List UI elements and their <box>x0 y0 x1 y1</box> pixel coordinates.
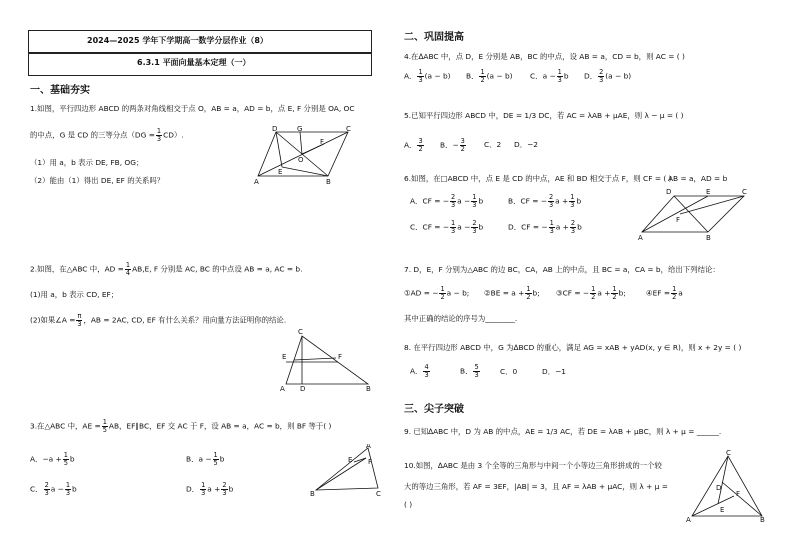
q4-option-d: D． $\frac{2}{3}$ (a − b) <box>584 68 632 84</box>
figure-parallelogram-q6 <box>636 186 752 242</box>
q3-option-a: A．−a + $\frac{1}{5}$ b <box>30 451 75 467</box>
figure-parallelogram-abcd <box>252 124 362 186</box>
fig3-label-c: C <box>376 490 381 498</box>
fraction-1-4: $\frac{1}{4}$ <box>125 261 131 277</box>
q7-item-1: ①AD = − $\frac{1}{2}$ a − b; <box>404 285 470 301</box>
fig6-label-e: E <box>706 188 711 196</box>
fig10-label-b: B <box>760 516 765 524</box>
section-title-3: 三、尖子突破 <box>404 404 464 415</box>
fig3-label-f: F <box>368 458 373 466</box>
q6-option-d: D．CF = − $\frac{1}{3}$ a + $\frac{2}{3}$ b <box>508 219 582 235</box>
fig1-label-d: D <box>272 125 278 133</box>
fig1-label-e: E <box>278 168 283 176</box>
fig1-label-c: C <box>346 125 351 133</box>
q1-line1: 1.如图，平行四边形 ABCD 的两条对角线相交于点 O，AB = a，AD = b，点 E, F 分别是 OA, OC <box>30 104 355 113</box>
fig2-label-c: C <box>298 328 303 336</box>
q5-stem: 5.已知平行四边形 ABCD 中，DE = 1/3 DC，若 AC = λAB + μAE，则 λ − μ = ( ) <box>404 111 684 120</box>
fig10-label-d: D <box>716 484 722 492</box>
q10-line2: 大的等边三角形，若 AF = 3EF，|AB| = 3，且 AF = λAB + μAC，则 λ + μ = <box>404 482 668 491</box>
q7-stem: 7. D，E，F 分别为△ABC 的边 BC，CA，AB 上的中点，且 BC = a，CA = b，给出下列结论： <box>404 265 720 274</box>
q5-option-d: D．−2 <box>514 140 538 149</box>
fig1-label-f: F <box>320 138 325 146</box>
fraction-1-3: $\frac{1}{3}$ <box>156 127 162 143</box>
q3-stem-b: AB，EF∥BC，EF 交 AC 于 F，设 AB = a，AC = b，则 BF 等于( ) <box>108 421 332 431</box>
fig1-label-a: A <box>254 178 259 186</box>
q8-option-d: D．−1 <box>542 367 566 376</box>
q2-line1b: AB,E, F 分别是 AC, BC 的中点设 AB = a, AC = b. <box>132 264 303 274</box>
fig1-label-o: O <box>298 156 304 164</box>
fig2-label-b: B <box>366 385 371 392</box>
q10-line3: ( ) <box>404 500 413 509</box>
figure-equilateral-q10 <box>686 450 768 524</box>
fig2-label-d: D <box>300 385 306 392</box>
q2-part2 <box>30 313 286 328</box>
section-title-1: 一、基础夯实 <box>30 85 90 96</box>
q2-part2b: ，AB = 2AC, CD, EF 有什么关系？用向量方法证明你的结论. <box>83 315 287 325</box>
fig3-label-a: A <box>366 444 371 450</box>
q6-given: AB = a，AD = b <box>668 174 728 183</box>
fig6-label-f: F <box>676 216 681 224</box>
q6-option-a: A．CF = − $\frac{2}{3}$ a − $\frac{1}{3}$ b <box>410 193 484 209</box>
q10-line1: 10.如图，∆ABC 是由 3 个全等的三角形与中间一个小等边三角形拼成的一个较 <box>404 461 662 470</box>
q1-part1: （1）用 a，b 表示 DE, FB, OG； <box>30 158 144 167</box>
q7-item-4: ④EF = $\frac{1}{2}$ a <box>646 285 683 301</box>
q6-option-b: B．CF = − $\frac{2}{3}$ a + $\frac{1}{3}$ b <box>508 193 582 209</box>
q8-option-a: A． $\frac{4}{3}$ <box>410 363 429 379</box>
q3-option-c: C． $\frac{2}{3}$ a − $\frac{1}{3}$ b <box>30 481 77 497</box>
figure-triangle-abc-q2 <box>278 326 374 392</box>
fig2-label-e: E <box>282 353 287 361</box>
q4-stem: 4.在∆ABC 中，点 D，E 分别是 AB，BC 的中点，设 AB = a，CD = b，则 AC = ( ) <box>404 52 685 61</box>
q2-line1a: 2.如图，在△ABC 中，AD = <box>30 264 124 274</box>
q5-option-c: C．2 <box>484 140 502 149</box>
q2-part2a: (2)如果∠A = <box>30 315 76 325</box>
fig10-label-a: A <box>686 516 691 524</box>
fraction-1-5: $\frac{1}{5}$ <box>102 418 107 434</box>
fig10-label-e: E <box>720 506 725 514</box>
fig3-label-e: E <box>348 456 353 464</box>
fig6-label-b: B <box>706 234 711 242</box>
header-title: 2024—2025 学年下学期高一数学分层作业（8） <box>87 36 268 45</box>
q5-option-b: B．− $\frac{3}{2}$ <box>440 137 465 153</box>
figure-triangle-abc-q3 <box>310 444 390 500</box>
fig6-label-d: D <box>666 188 672 196</box>
q4-option-a: A． $\frac{1}{3}$ (a − b) <box>404 68 451 84</box>
fig2-label-a: A <box>280 385 285 392</box>
fig10-label-c: C <box>726 450 731 457</box>
q8-stem: 8. 在平行四边形 ABCD 中，G 为∆BCD 的重心，满足 AG = xAB + yAD(x, y ∈ R)，则 x + 2y = ( ) <box>404 343 742 352</box>
fig6-label-c: C <box>742 188 747 196</box>
fig2-label-f: F <box>338 353 343 361</box>
section-title-2: 二、巩固提高 <box>404 32 464 43</box>
q1-line2 <box>30 128 184 143</box>
q5-option-a: A． $\frac{3}{2}$ <box>404 137 423 153</box>
q3-stem <box>30 419 331 434</box>
q1-line2b: CD）. <box>163 130 184 140</box>
q7-item-2: ②BE = a + $\frac{1}{2}$ b; <box>484 285 540 301</box>
q1-part2: （2）能由（1）得出 DE, EF 的关系吗？ <box>30 176 165 185</box>
q6-option-c: C．CF = − $\frac{1}{3}$ a − $\frac{2}{3}$ b <box>410 219 484 235</box>
q3-option-b: B．a − $\frac{1}{5}$ b <box>186 451 225 467</box>
header-subtitle: 6.3.1 平面向量基本定理（一） <box>137 58 251 67</box>
q9-stem: 9. 已知∆ABC 中，D 为 AB 的中点，AE = 1/3 AC，若 DE = λAB + μBC，则 λ + μ = ______. <box>404 427 722 436</box>
header-subtitle-box <box>28 52 372 76</box>
q7-tail: 其中正确的结论的序号为________. <box>404 314 518 323</box>
q2-part1: (1)用 a，b 表示 CD, EF； <box>30 290 119 299</box>
q3-stem-a: 3.在△ABC 中，AE = <box>30 421 101 431</box>
q6-stem: 6.如图，在□ABCD 中，点 E 是 CD 的中点，AE 和 BD 相交于点 F，则 CF = ( ) <box>404 174 672 183</box>
q7-item-3: ③CF = − $\frac{1}{2}$ a + $\frac{1}{2}$ b; <box>556 285 626 301</box>
fig3-label-b: B <box>310 490 315 498</box>
q2-line1 <box>30 262 302 277</box>
fig10-label-f: F <box>736 490 741 498</box>
fig1-label-g: G <box>297 125 303 133</box>
header-title-box <box>28 30 372 54</box>
fraction-pi-3: $\frac{\pi}{3}$ <box>77 312 82 328</box>
q4-option-b: B． $\frac{1}{2}$ (a − b) <box>466 68 513 84</box>
q1-line2a: 的中点，G 是 CD 的三等分点（DG = <box>30 130 155 140</box>
fig6-label-a: A <box>638 234 643 242</box>
fig1-label-b: B <box>326 178 331 186</box>
q8-option-c: C．0 <box>500 367 518 376</box>
q8-option-b: B． $\frac{5}{3}$ <box>460 363 479 379</box>
q3-option-d: D． $\frac{1}{3}$ a + $\frac{2}{3}$ b <box>186 481 234 497</box>
q4-option-c: C．a − $\frac{1}{3}$ b <box>530 68 569 84</box>
